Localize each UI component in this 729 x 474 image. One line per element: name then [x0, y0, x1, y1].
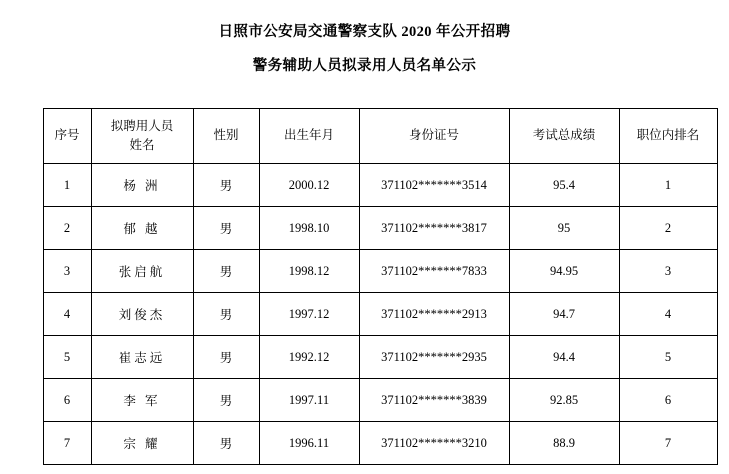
cell-sex: 男	[193, 207, 259, 250]
table-row	[43, 207, 717, 250]
column-header-id: 身份证号	[359, 109, 509, 164]
table-body	[43, 164, 717, 465]
cell-rank: 3	[619, 250, 717, 293]
table-header	[43, 109, 717, 164]
cell-birth: 1996.11	[259, 422, 359, 465]
cell-rank: 6	[619, 379, 717, 422]
cell-no: 2	[43, 207, 91, 250]
cell-id: 371102*******3839	[359, 379, 509, 422]
cell-birth: 2000.12	[259, 164, 359, 207]
cell-score: 95	[509, 207, 619, 250]
cell-name: 杨 洲	[91, 164, 193, 207]
cell-name: 张启航	[91, 250, 193, 293]
column-header-name	[91, 109, 193, 164]
table-row	[43, 250, 717, 293]
cell-sex: 男	[193, 379, 259, 422]
column-header-score: 考试总成绩	[509, 109, 619, 164]
page-title-line-1: 日照市公安局交通警察支队 2020 年公开招聘	[218, 24, 511, 40]
cell-id: 371102*******2935	[359, 336, 509, 379]
cell-no: 5	[43, 336, 91, 379]
cell-id: 371102*******3514	[359, 164, 509, 207]
table-row	[43, 379, 717, 422]
cell-score: 94.95	[509, 250, 619, 293]
table-row	[43, 164, 717, 207]
table-row	[43, 422, 717, 465]
cell-name: 崔志远	[91, 336, 193, 379]
cell-rank: 4	[619, 293, 717, 336]
cell-sex: 男	[193, 422, 259, 465]
cell-score: 95.4	[509, 164, 619, 207]
cell-rank: 1	[619, 164, 717, 207]
cell-id: 371102*******2913	[359, 293, 509, 336]
cell-no: 7	[43, 422, 91, 465]
cell-score: 92.85	[509, 379, 619, 422]
cell-name: 李 军	[91, 379, 193, 422]
cell-sex: 男	[193, 293, 259, 336]
cell-score: 88.9	[509, 422, 619, 465]
cell-sex: 男	[193, 164, 259, 207]
cell-no: 4	[43, 293, 91, 336]
cell-id: 371102*******7833	[359, 250, 509, 293]
column-header-rank: 职位内排名	[619, 109, 717, 164]
cell-no: 6	[43, 379, 91, 422]
cell-score: 94.7	[509, 293, 619, 336]
cell-name: 郁 越	[91, 207, 193, 250]
cell-rank: 7	[619, 422, 717, 465]
cell-birth: 1997.12	[259, 293, 359, 336]
column-header-name-line-2: 姓名	[129, 138, 155, 153]
cell-birth: 1997.11	[259, 379, 359, 422]
roster-table	[43, 108, 718, 465]
page-title-line-2: 警务辅助人员拟录用人员名单公示	[252, 58, 477, 75]
cell-birth: 1998.10	[259, 207, 359, 250]
cell-id: 371102*******3210	[359, 422, 509, 465]
table-row	[43, 293, 717, 336]
table-row	[43, 336, 717, 379]
cell-rank: 2	[619, 207, 717, 250]
cell-no: 1	[43, 164, 91, 207]
cell-birth: 1998.12	[259, 250, 359, 293]
cell-name: 宗 耀	[91, 422, 193, 465]
cell-birth: 1992.12	[259, 336, 359, 379]
cell-sex: 男	[193, 250, 259, 293]
column-header-birth: 出生年月	[259, 109, 359, 164]
roster-table-wrapper	[43, 108, 700, 465]
cell-score: 94.4	[509, 336, 619, 379]
cell-no: 3	[43, 250, 91, 293]
column-header-name-line-1: 拟聘用人员	[110, 118, 174, 133]
cell-sex: 男	[193, 336, 259, 379]
table-header-row	[43, 109, 717, 164]
column-header-no: 序号	[43, 109, 91, 164]
cell-id: 371102*******3817	[359, 207, 509, 250]
document-title-block	[0, 0, 729, 77]
cell-name: 刘俊杰	[91, 293, 193, 336]
cell-rank: 5	[619, 336, 717, 379]
column-header-sex: 性别	[193, 109, 259, 164]
